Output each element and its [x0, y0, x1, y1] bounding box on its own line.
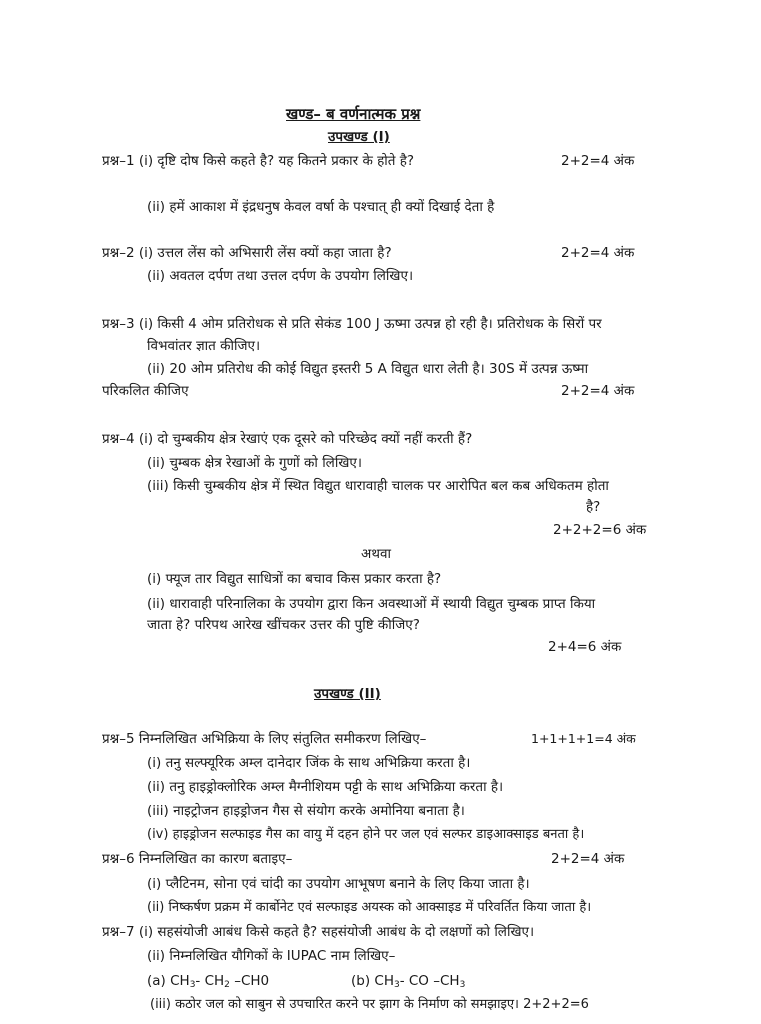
question-2-marks: 2+2=4 अंक [561, 245, 635, 261]
question-5-part-iii: (iii) नाइट्रोजन हाइड्रोजन गैस से संयोग करके अमोनिया बनाता है। [147, 803, 465, 819]
question-1-part-i: प्रश्न–1 (i) दृष्टि दोष किसे कहते है? यह कितने प्रकार के होते है? [102, 153, 415, 169]
question-1-part-ii: (ii) हमें आकाश में इंद्रधनुष केवल वर्षा के पश्चात् ही क्यों दिखाई देता है [147, 199, 495, 215]
question-6-part-ii: (ii) निष्कर्षण प्रक्रम में कार्बोनेट एवं सल्फाइड अयस्क को आक्साइड में परिवर्तित किया जाता है। [147, 900, 592, 915]
formula-a-label: (a) [147, 973, 166, 989]
question-4-part-ii: (ii) चुम्बक क्षेत्र रेखाओं के गुणों को लिखिए। [147, 455, 362, 471]
question-2-part-i: प्रश्न–2 (i) उत्तल लेंस को अभिसारी लेंस क्यों कहा जाता है? [102, 245, 392, 261]
question-7-part-iii: (iii) कठोर जल को साबुन से उपचारित करने पर झाग के निर्माण को समझाइए। 2+2+2=6 [150, 997, 589, 1012]
question-3-part-ii-cont: परिकलित कीजिए [102, 383, 189, 399]
section-heading: खण्ड– ब वर्णनात्मक प्रश्न [286, 105, 421, 123]
question-5-part-ii: (ii) तनु हाइड्रोक्लोरिक अम्ल मैग्नीशियम पट्टी के साथ अभिक्रिया करता है। [147, 779, 504, 795]
question-1-marks: 2+2=4 अंक [561, 153, 635, 169]
question-4-marks: 2+2+2=6 अंक [553, 522, 647, 538]
question-6-part-i: (i) प्लैटिनम, सोना एवं चांदी का उपयोग आभूषण बनाने के लिए किया जाता है। [147, 876, 530, 892]
subsection-1-title: उपखण्ड (I) [328, 129, 390, 145]
question-3-part-i: प्रश्न–3 (i) किसी 4 ओम प्रतिरोधक से प्रति सेकंड 100 J ऊष्मा उत्पन्न हो रही है। प्रतिरोधक के सिरों पर [102, 316, 602, 332]
subsection-2-title: उपखण्ड (II) [314, 686, 381, 702]
formula-b-label: (b) [351, 973, 371, 989]
question-4-alt-part-i: (i) फ्यूज तार विद्युत साधित्रों का बचाव किस प्रकार करता है? [147, 571, 442, 587]
question-7-part-ii: (ii) निम्नलिखित यौगिकों के IUPAC नाम लिखिए– [147, 948, 396, 964]
question-6-stem: प्रश्न–6 निम्नलिखित का कारण बताइए– [102, 851, 293, 867]
formula-a: (a) $CH_3-$ $CH_2$ –CH0 [147, 973, 270, 990]
question-7-part-i: प्रश्न–7 (i) सहसंयोजी आबंध किसे कहते है? सहसंयोजी आबंध के दो लक्षणों को लिखिए। [102, 924, 535, 940]
question-6-marks: 2+2=4 अंक [551, 851, 625, 867]
question-5-marks: 1+1+1+1=4 अंक [531, 731, 636, 746]
formula-b: (b) $CH_3-$ CO $-CH_3$ [351, 973, 466, 990]
question-4-alt-part-ii-cont: जाता हे? परिपथ आरेख खींचकर उत्तर की पुष्टि कीजिए? [147, 617, 420, 633]
question-2-part-ii: (ii) अवतल दर्पण तथा उत्तल दर्पण के उपयोग लिखिए। [147, 268, 414, 284]
question-4-part-i: प्रश्न–4 (i) दो चुम्बकीय क्षेत्र रेखाएं एक दूसरे को परिच्छेद क्यों नहीं करती हैं? [102, 431, 473, 447]
question-4-alt-part-ii: (ii) धारावाही परिनालिका के उपयोग द्वारा किन अवस्थाओं में स्थायी विद्युत चुम्बक प्राप्त किया [147, 596, 596, 612]
question-3-part-i-cont: विभवांतर ज्ञात कीजिए। [147, 338, 261, 354]
question-4-part-iii: (iii) किसी चुम्बकीय क्षेत्र में स्थित विद्युत धारावाही चालक पर आरोपित बल कब अधिकतम होता [147, 478, 609, 494]
question-3-marks: 2+2=4 अंक [561, 383, 635, 399]
question-4-part-iii-cont: है? [586, 499, 601, 515]
question-5-stem: प्रश्न–5 निम्नलिखित अभिक्रिया के लिए संतुलित समीकरण लिखिए– [102, 731, 427, 747]
or-divider: अथवा [361, 546, 391, 562]
question-5-part-i: (i) तनु सल्फ्यूरिक अम्ल दानेदार जिंक के साथ अभिक्रिया करता है। [147, 755, 471, 771]
question-5-part-iv: (iv) हाइड्रोजन सल्फाइड गैस का वायु में दहन होने पर जल एवं सल्फर डाइआक्साइड बनता है। [147, 827, 585, 842]
question-3-part-ii: (ii) 20 ओम प्रतिरोध की कोई विद्युत इस्तरी 5 A विद्युत धारा लेती है। 30S में उत्पन्न ऊष्मा [147, 361, 589, 377]
question-4-alt-marks: 2+4=6 अंक [548, 639, 622, 655]
